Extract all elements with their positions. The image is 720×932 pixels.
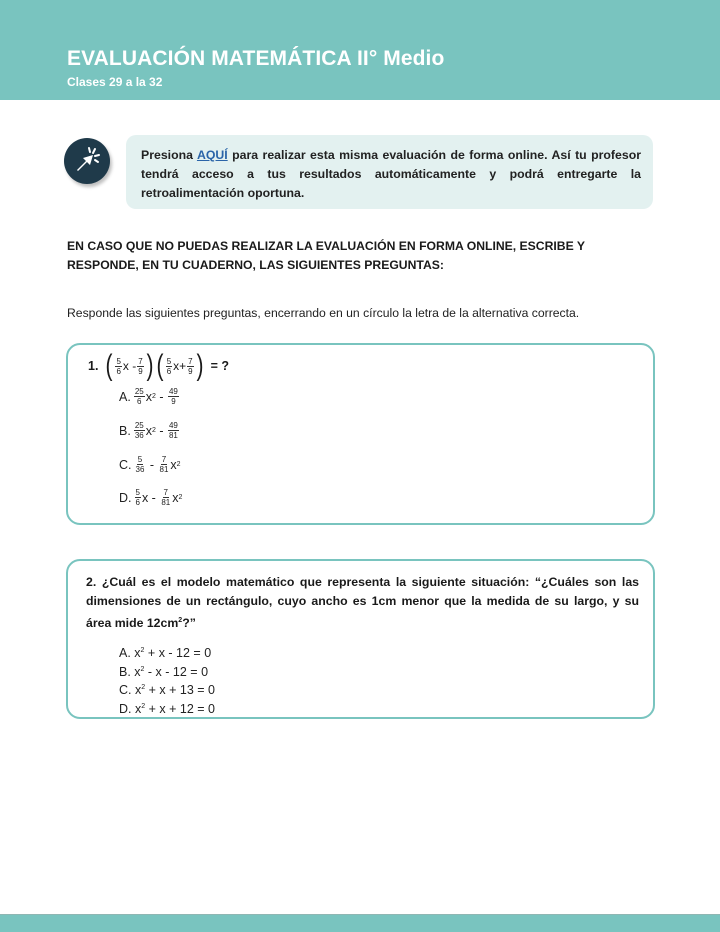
option-b[interactable] xyxy=(119,421,180,440)
fraction xyxy=(187,357,193,376)
fraction xyxy=(134,387,145,406)
close-paren: ) xyxy=(196,349,204,382)
term: + x + 13 = 0 xyxy=(145,683,215,697)
exponent: 2 xyxy=(140,647,145,654)
term: x xyxy=(130,664,141,679)
open-paren: ( xyxy=(105,349,113,382)
fraction xyxy=(159,455,170,474)
denominator: 81 xyxy=(159,465,169,474)
denominator: 36 xyxy=(135,465,145,474)
question-text-end: ?” xyxy=(182,616,196,631)
online-evaluation-link[interactable]: AQUÍ xyxy=(196,148,228,162)
answer-instruction: Responde las siguientes preguntas, encerrando en un círculo la letra de la alternativa correcta. xyxy=(67,306,580,320)
fraction xyxy=(168,387,179,406)
exponent: 2 xyxy=(140,665,145,673)
option-b[interactable] xyxy=(119,662,215,681)
exponent: 2 xyxy=(176,461,181,468)
term: + x + 12 = 0 xyxy=(145,701,215,716)
numerator: 7 xyxy=(138,356,143,366)
numerator: 25 xyxy=(134,387,144,396)
fraction xyxy=(134,421,145,440)
numerator: 7 xyxy=(188,356,193,366)
option-letter: D. xyxy=(119,490,132,505)
numerator: 5 xyxy=(166,356,172,366)
option-letter: A. xyxy=(119,389,131,404)
numerator: 7 xyxy=(161,455,167,464)
fraction xyxy=(115,357,121,376)
question-2-box xyxy=(66,559,655,719)
numerator: 5 xyxy=(135,488,140,497)
term: x xyxy=(170,457,177,472)
denominator: 81 xyxy=(168,431,178,440)
exponent: 2 xyxy=(141,684,146,691)
denominator: 9 xyxy=(171,397,176,406)
term: - x - 12 = 0 xyxy=(144,664,209,679)
numerator: 7 xyxy=(163,488,168,497)
denominator: 6 xyxy=(137,397,142,406)
question-2-stem xyxy=(86,573,639,633)
option-letter: D. xyxy=(119,701,132,716)
denominator: 81 xyxy=(161,498,171,507)
question-number: 1. xyxy=(88,359,99,373)
page-subtitle: Clases 29 a la 32 xyxy=(67,75,163,89)
page-title: EVALUACIÓN MATEMÁTICA II° Medio xyxy=(67,47,445,70)
fraction xyxy=(137,357,143,376)
question-2-options xyxy=(119,643,215,717)
numerator: 25 xyxy=(134,421,144,430)
exponent: 2 xyxy=(178,617,183,624)
numerator: 5 xyxy=(116,356,121,366)
numerator: 49 xyxy=(168,421,178,430)
option-c[interactable] xyxy=(119,680,215,699)
question-1-box xyxy=(66,343,655,525)
term: x xyxy=(131,683,142,697)
fraction xyxy=(135,488,141,507)
notice-text-before: Presiona xyxy=(141,148,197,162)
denominator: 9 xyxy=(138,366,143,376)
online-notice-text xyxy=(141,146,641,203)
denominator: 9 xyxy=(188,366,193,376)
term: + x - 12 = 0 xyxy=(144,646,212,660)
fraction xyxy=(166,357,172,376)
operator: - xyxy=(155,423,167,438)
option-d[interactable] xyxy=(119,488,182,507)
option-a[interactable] xyxy=(119,643,215,662)
fraction xyxy=(168,421,179,440)
question-text: ¿Cuál es el modelo matemático que representa la siguiente situación: “¿Cuáles son las dimensiones de un rectángulo, cuyo ancho es 1cm menor que la medida de su largo, y su área mide 12cm xyxy=(86,575,639,631)
term: x xyxy=(145,389,152,404)
numerator: 5 xyxy=(137,455,143,464)
term: x xyxy=(131,701,142,716)
option-letter: C. xyxy=(119,683,132,697)
close-paren: ) xyxy=(146,349,154,382)
exponent: 2 xyxy=(141,702,146,710)
option-letter: A. xyxy=(119,646,131,660)
option-letter: B. xyxy=(119,423,131,438)
click-cursor-icon[interactable] xyxy=(64,138,110,184)
operator: - xyxy=(155,389,167,404)
term: x xyxy=(172,490,179,505)
equals-question: = ? xyxy=(210,359,230,373)
exponent: 2 xyxy=(151,427,156,434)
term: x xyxy=(130,646,141,660)
term: x - xyxy=(122,359,137,373)
denominator: 6 xyxy=(166,366,172,376)
term: x xyxy=(145,423,152,438)
option-d[interactable] xyxy=(119,699,215,718)
option-c[interactable] xyxy=(119,455,181,474)
term: x+ xyxy=(173,359,187,373)
denominator: 36 xyxy=(134,431,144,440)
denominator: 6 xyxy=(135,498,140,507)
denominator: 6 xyxy=(116,366,121,376)
numerator: 49 xyxy=(168,387,178,396)
fraction xyxy=(135,455,146,474)
term: x xyxy=(141,490,149,505)
exponent: 2 xyxy=(151,393,156,400)
question-1-stem xyxy=(88,351,229,381)
option-letter: B. xyxy=(119,664,131,679)
notice-text-after: para realizar esta misma evaluación de forma online. Así tu profesor tendrá acceso a tus resultados automáticamente y podrá entregarte la retroalimentación oportuna. xyxy=(141,148,641,200)
open-paren: ( xyxy=(156,349,164,382)
operator: - xyxy=(148,490,160,505)
offline-instruction: EN CASO QUE NO PUEDAS REALIZAR LA EVALUACIÓN EN FORMA ONLINE, ESCRIBE Y RESPONDE, EN TU CUADERNO, LAS SIGUIENTES PREGUNTAS: xyxy=(67,239,585,272)
operator: - xyxy=(146,457,158,472)
page-header xyxy=(0,0,720,100)
online-notice-box xyxy=(126,135,653,209)
option-letter: C. xyxy=(119,457,132,472)
exponent: 2 xyxy=(178,494,183,501)
fraction xyxy=(160,488,171,507)
option-a[interactable] xyxy=(119,387,180,406)
page-footer-band xyxy=(0,914,720,932)
question-number: 2. xyxy=(86,575,97,589)
